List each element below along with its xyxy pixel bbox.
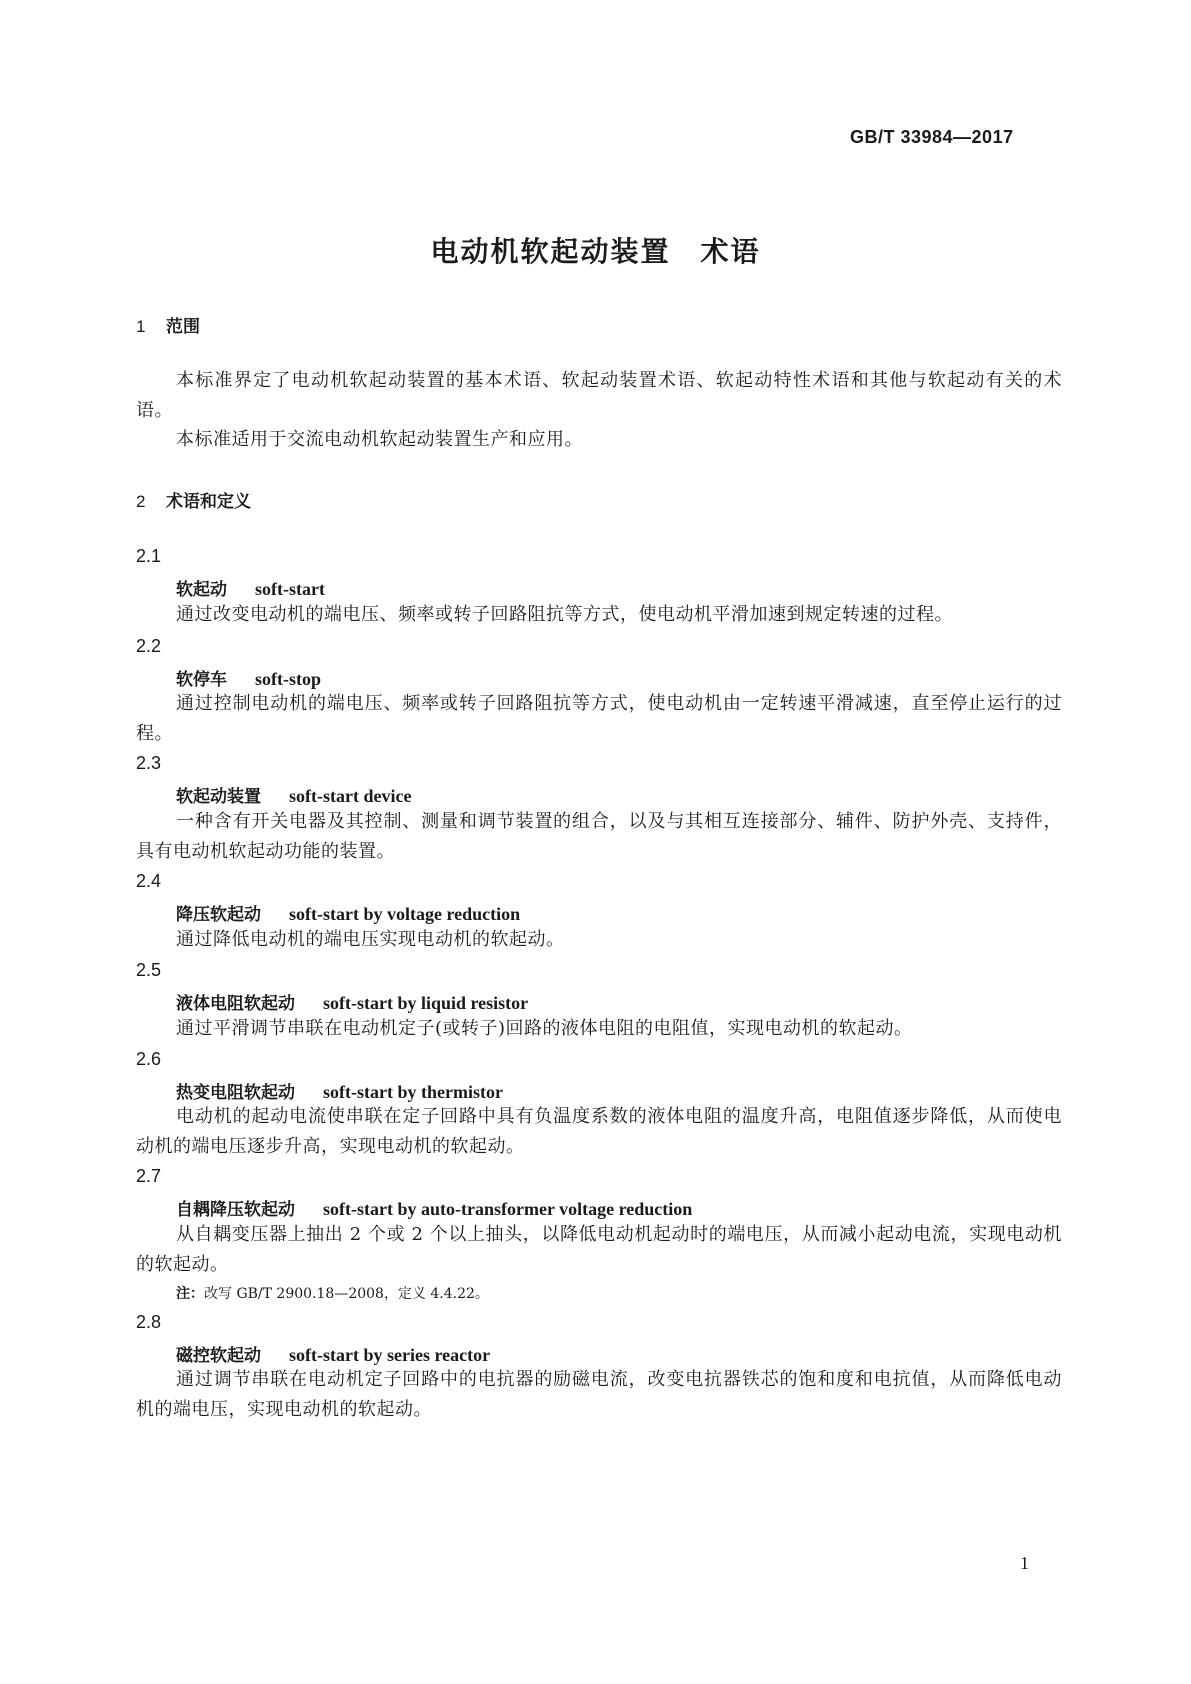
- note-text: 改写 GB/T 2900.18—2008，定义 4.4.22。: [204, 1286, 489, 1302]
- term-en: soft-start by auto-transformer voltage reduction: [323, 1199, 693, 1219]
- term-definition: 通过调节串联在电动机定子回路中的电抗器的励磁电流，改变电抗器铁芯的饱和度和电抗值，从而降低电动机的端电压，实现电动机的软起动。: [136, 1369, 1062, 1420]
- term-heading: [176, 1195, 692, 1220]
- term-zh: 热变电阻软起动: [176, 1083, 295, 1103]
- term-en: soft-start: [255, 579, 325, 599]
- term-definition: 通过降低电动机的端电压实现电动机的软起动。: [176, 929, 565, 950]
- term-heading: [176, 665, 321, 690]
- section-title: 范围: [166, 317, 200, 337]
- term-number: 2.2: [136, 636, 162, 656]
- term-number: 2.7: [136, 1166, 162, 1186]
- term-en: soft-start device: [289, 786, 412, 806]
- term-zh: 软起动装置: [176, 787, 261, 807]
- term-definition: 通过平滑调节串联在电动机定子(或转子)回路的液体电阻的电阻值，实现电动机的软起动。: [176, 1018, 913, 1039]
- section-number: 1: [136, 317, 146, 336]
- term-definition: 通过控制电动机的端电压、频率或转子回路阻抗等方式，使电动机由一定转速平滑减速，直至停止运行的过程。: [136, 693, 1062, 744]
- term-number: 2.3: [136, 753, 162, 773]
- term-en: soft-start by voltage reduction: [289, 904, 521, 924]
- section-number: 2: [136, 492, 146, 511]
- section-heading-scope: [136, 312, 200, 337]
- term-zh: 磁控软起动: [176, 1346, 261, 1366]
- term-zh: 软停车: [176, 670, 227, 690]
- term-heading: [176, 1078, 503, 1103]
- term-heading: [176, 900, 520, 925]
- term-zh: 软起动: [176, 580, 227, 600]
- term-heading: [176, 1341, 490, 1366]
- term-en: soft-stop: [255, 669, 321, 689]
- note-label: 注：: [176, 1286, 204, 1302]
- term-number: 2.4: [136, 871, 162, 891]
- term-zh: 自耦降压软起动: [176, 1200, 295, 1220]
- term-note: [176, 1283, 489, 1303]
- term-definition: 电动机的起动电流使串联在定子回路中具有负温度系数的液体电阻的温度升高，电阻值逐步降低，从而使电动机的端电压逐步升高，实现电动机的软起动。: [136, 1106, 1062, 1157]
- term-definition: 一种含有开关电器及其控制、测量和调节装置的组合，以及与其相互连接部分、辅件、防护外壳、支持件，具有电动机软起动功能的装置。: [136, 811, 1062, 862]
- scope-paragraph: 本标准适用于交流电动机软起动装置生产和应用。: [176, 429, 583, 450]
- term-heading: [176, 989, 528, 1014]
- term-number: 2.8: [136, 1312, 162, 1332]
- scope-paragraph: 本标准界定了电动机软起动装置的基本术语、软起动装置术语、软起动特性术语和其他与软起动有关的术语。: [136, 370, 1062, 421]
- term-en: soft-start by series reactor: [289, 1345, 491, 1365]
- term-heading: [176, 782, 411, 807]
- term-zh: 降压软起动: [176, 905, 261, 925]
- section-heading-terms: [136, 487, 251, 512]
- document-title: 电动机软起动装置 术语: [430, 235, 761, 268]
- term-number: 2.1: [136, 546, 162, 566]
- term-zh: 液体电阻软起动: [176, 994, 295, 1014]
- term-heading: [176, 575, 325, 600]
- page-number: 1: [1020, 1553, 1029, 1573]
- term-definition: 通过改变电动机的端电压、频率或转子回路阻抗等方式，使电动机平滑加速到规定转速的过程。: [176, 604, 953, 625]
- term-en: soft-start by liquid resistor: [323, 993, 529, 1013]
- section-title: 术语和定义: [166, 492, 251, 512]
- term-number: 2.6: [136, 1049, 162, 1069]
- standard-code: GB/T 33984—2017: [850, 127, 1014, 147]
- term-number: 2.5: [136, 960, 162, 980]
- term-definition: 从自耦变压器上抽出 2 个或 2 个以上抽头，以降低电动机起动时的端电压，从而减小起动电流，实现电动机的软起动。: [136, 1224, 1062, 1275]
- term-en: soft-start by thermistor: [323, 1082, 503, 1102]
